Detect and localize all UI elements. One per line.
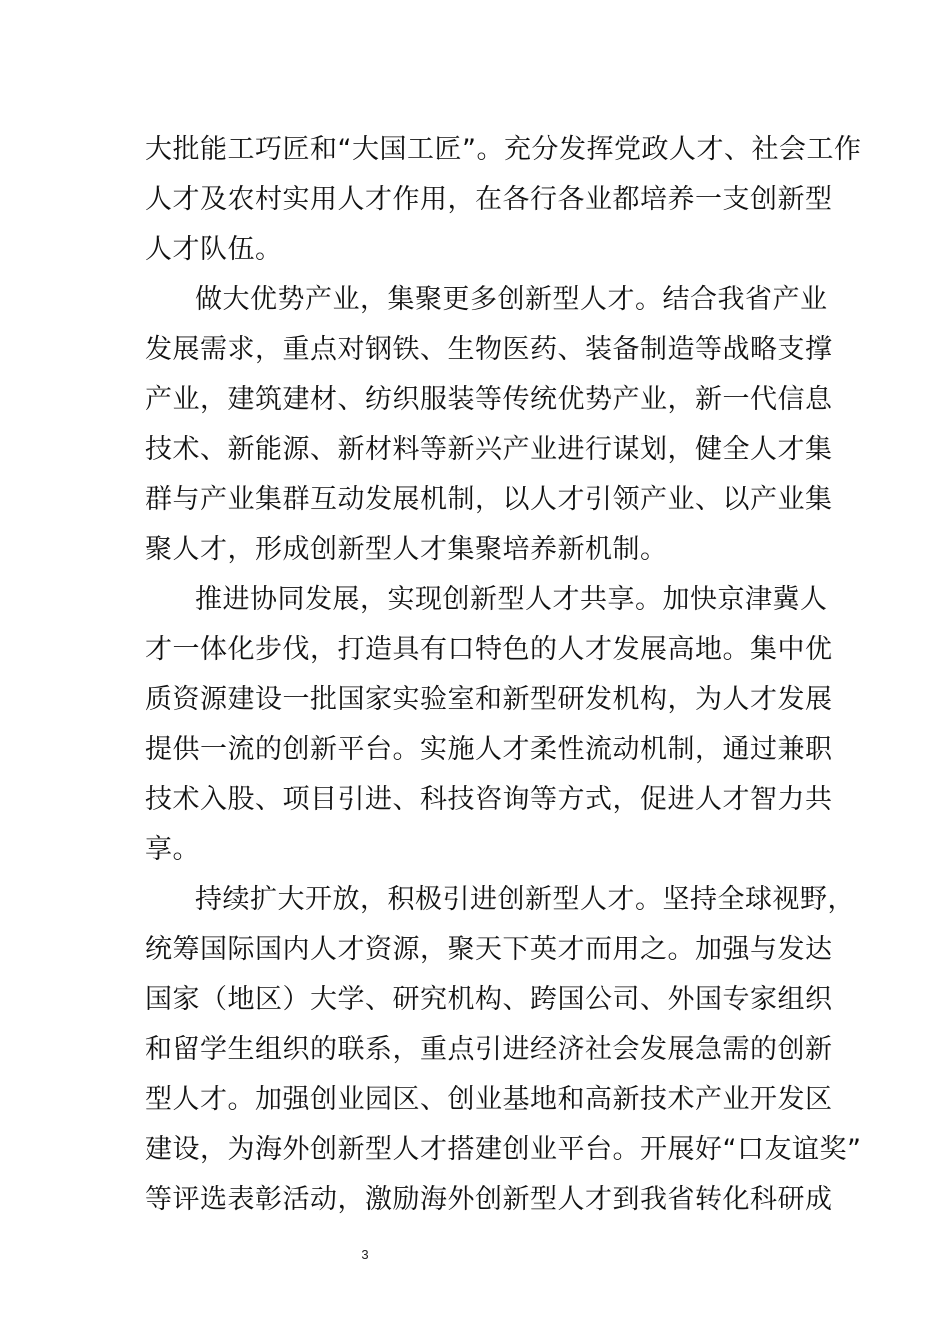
paragraph-4-line-2: 统筹国际国内人才资源，聚天下英才而用之。加强与发达: [145, 934, 833, 965]
paragraph-1-line-3: 人才队伍。: [145, 234, 283, 265]
paragraph-3-line-6: 享。: [145, 834, 200, 865]
paragraph-2-line-5: 群与产业集群互动发展机制，以人才引领产业、以产业集: [145, 484, 833, 515]
paragraph-2-line-6: 聚人才，形成创新型人才集聚培养新机制。: [145, 534, 668, 565]
paragraph-4-line-3: 国家（地区）大学、研究机构、跨国公司、外国专家组织: [145, 984, 833, 1015]
paragraph-4-line-5: 型人才。加强创业园区、创业基地和高新技术产业开发区: [145, 1084, 833, 1115]
paragraph-4-line-6: 建设，为海外创新型人才搭建创业平台。开展好“口友谊奖”: [145, 1134, 862, 1165]
paragraph-4-line-4: 和留学生组织的联系，重点引进经济社会发展急需的创新: [145, 1034, 833, 1065]
page-number: 3: [361, 1247, 369, 1262]
paragraph-2-line-1: 做大优势产业，集聚更多创新型人才。结合我省产业: [195, 284, 828, 315]
paragraph-3-line-5: 技术入股、项目引进、科技咨询等方式，促进人才智力共: [145, 784, 833, 815]
paragraph-2-line-4: 技术、新能源、新材料等新兴产业进行谋划，健全人才集: [145, 434, 833, 465]
paragraph-3-line-2: 才一体化步伐，打造具有口特色的人才发展高地。集中优: [145, 634, 833, 665]
paragraph-2-line-3: 产业，建筑建材、纺织服装等传统优势产业，新一代信息: [145, 384, 833, 415]
paragraph-4-line-7: 等评选表彰活动，激励海外创新型人才到我省转化科研成: [145, 1184, 833, 1215]
paragraph-3-line-1: 推进协同发展，实现创新型人才共享。加快京津冀人: [195, 584, 828, 615]
paragraph-3-line-4: 提供一流的创新平台。实施人才柔性流动机制，通过兼职: [145, 734, 833, 765]
paragraph-3-line-3: 质资源建设一批国家实验室和新型研发机构，为人才发展: [145, 684, 833, 715]
paragraph-2-line-2: 发展需求，重点对钢铁、生物医药、装备制造等战略支撑: [145, 334, 833, 365]
paragraph-1-line-2: 人才及农村实用人才作用，在各行各业都培养一支创新型: [145, 184, 833, 215]
paragraph-4-line-1: 持续扩大开放，积极引进创新型人才。坚持全球视野，: [195, 884, 855, 915]
paragraph-1-line-1: 大批能工巧匠和“大国工匠”。充分发挥党政人才、社会工作: [145, 134, 862, 165]
